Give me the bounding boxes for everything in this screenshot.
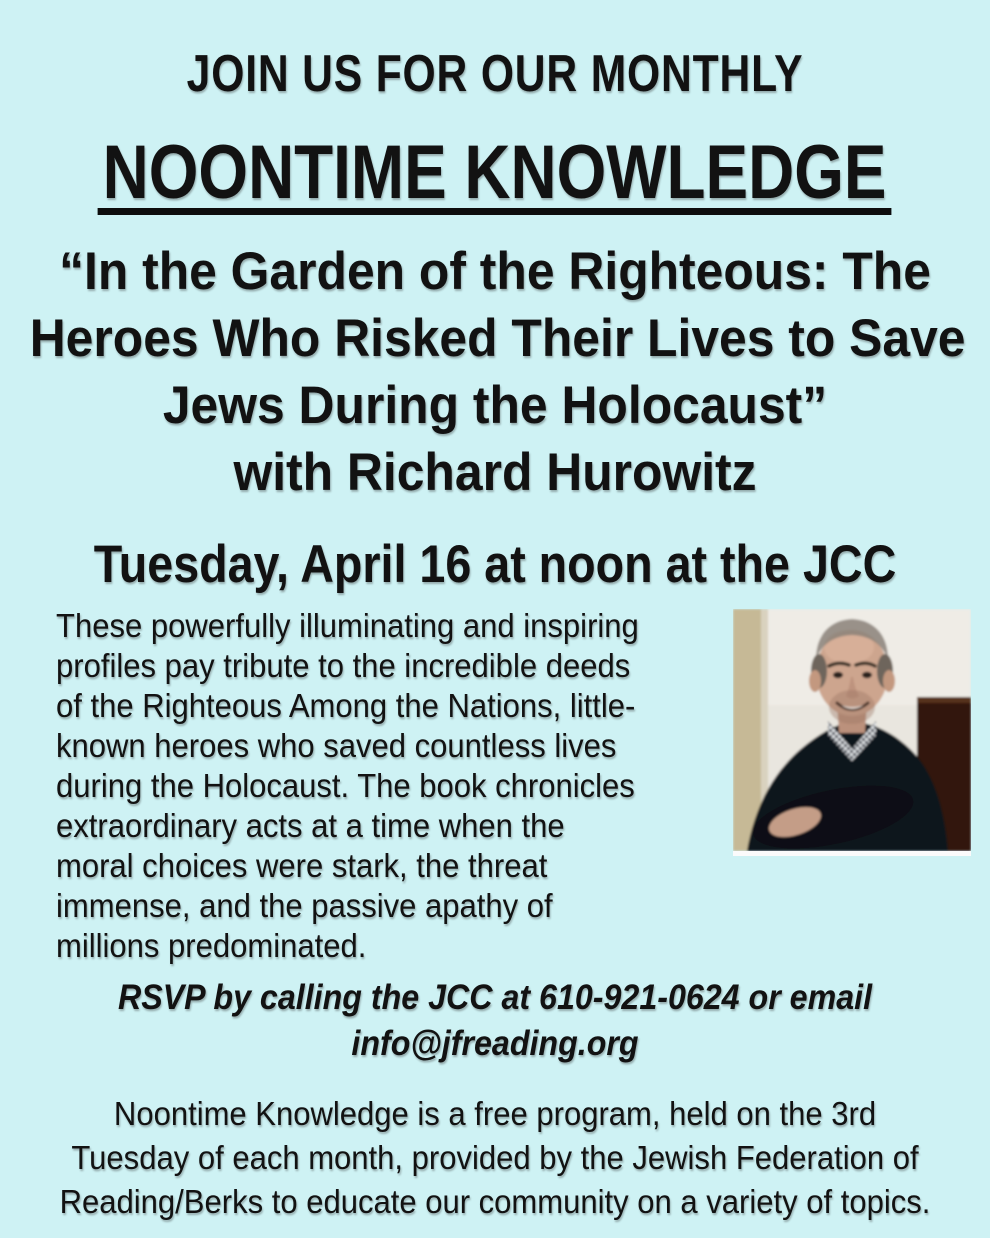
description-line: of the Righteous Among the Nations, little- [56,687,636,724]
event-date-line: Tuesday, April 16 at noon at the JCC [93,535,897,594]
talk-title-line: Heroes Who Risked Their Lives to Save [29,309,966,368]
program-title-text: NOONTIME KNOWLEDGE [98,140,892,215]
footer-line: Noontime Knowledge is a free program, held on the 3rd [113,1095,877,1132]
talk-title-line: Jews During the Holocaust” [162,376,828,435]
event-description [56,606,695,966]
description-line: known heroes who saved countless lives [56,727,617,764]
footer-line: Tuesday of each month, provided by the Jewish Federation of [71,1139,919,1176]
description-line: during the Holocaust. The book chronicles [56,767,635,804]
description-line: These powerfully illuminating and inspiring [56,607,639,644]
portrait-illustration [733,609,971,851]
description-line: immense, and the passive apathy of [56,887,553,924]
rsvp-note [40,975,951,1067]
program-info-footer [30,1092,961,1224]
rsvp-email-line: info@jfreading.org [351,1024,639,1063]
talk-title-line: “In the Garden of the Righteous: The [59,242,931,301]
description-line: moral choices were stark, the threat [56,847,548,884]
footer-line: Reading/Berks to educate our community on a variety of topics. [59,1183,931,1220]
talk-title-line: with Richard Hurowitz [233,443,757,502]
rsvp-line: RSVP by calling the JCC at 610-921-0624 or email [117,978,873,1017]
description-line: extraordinary acts at a time when the [56,807,565,844]
talk-title [29,238,966,506]
kicker-text: JOIN US FOR OUR MONTHLY [186,45,804,103]
kicker-heading [0,46,990,103]
description-line: millions predominated. [56,927,367,964]
program-title-heading [0,130,990,215]
speaker-portrait-photo [733,609,971,856]
description-line: profiles pay tribute to the incredible deeds [56,647,631,684]
